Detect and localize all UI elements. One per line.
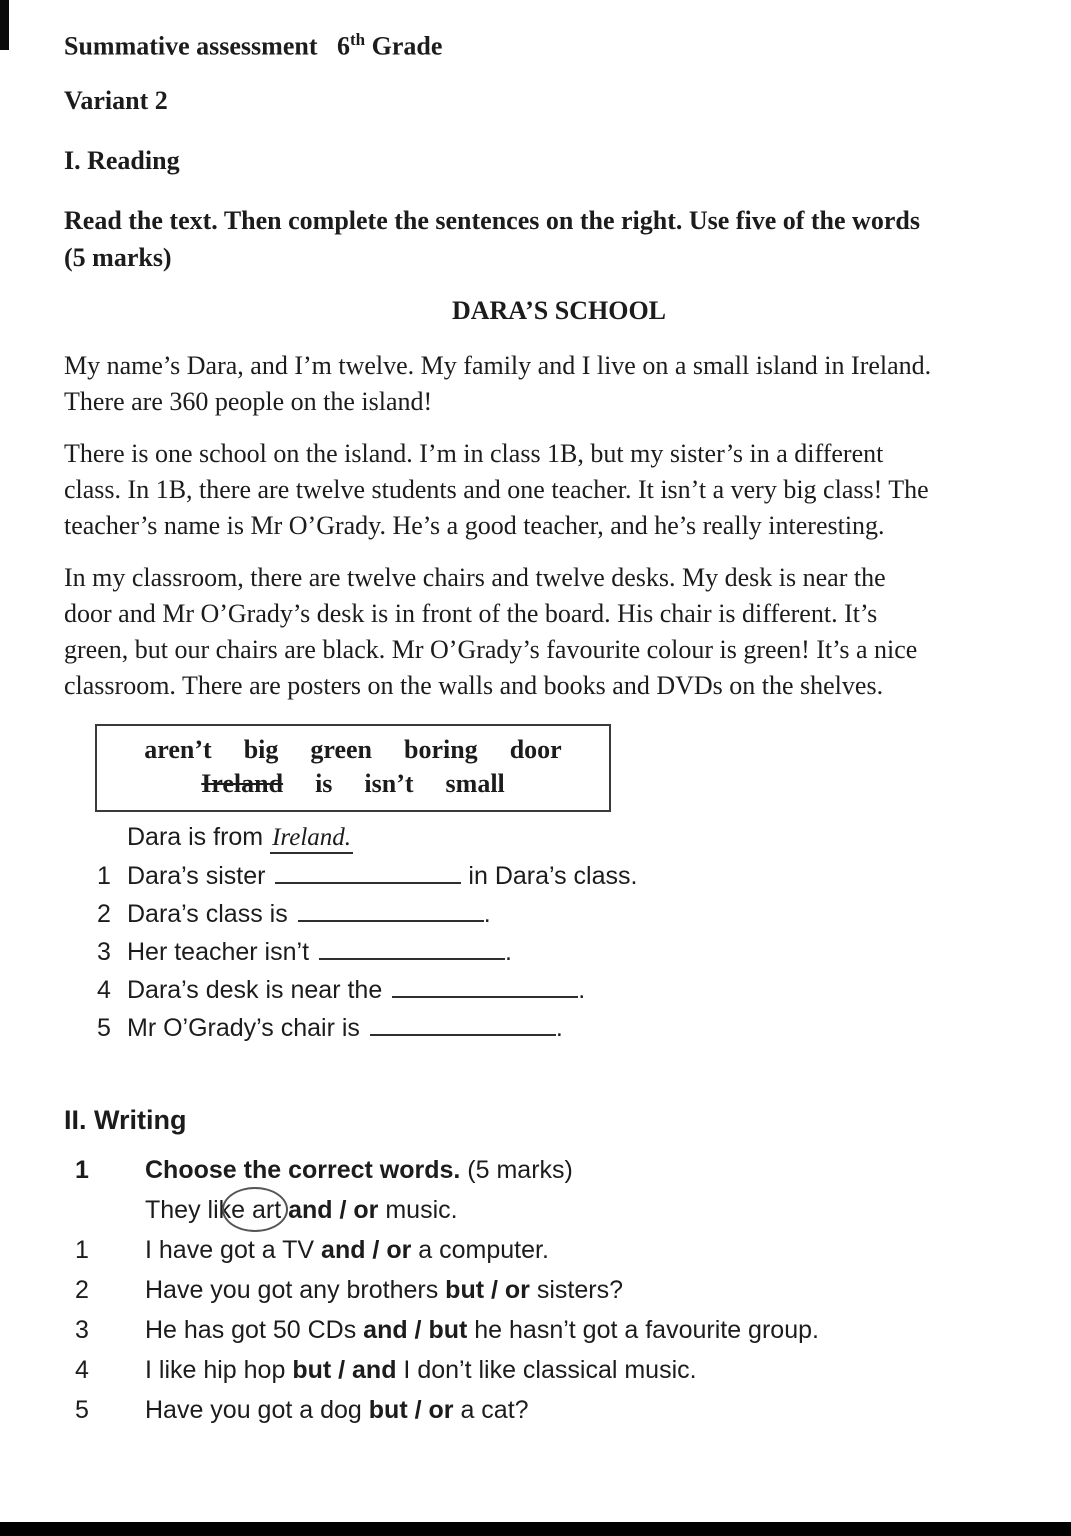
writing-item bbox=[64, 1270, 1071, 1310]
sentence-end: . bbox=[578, 975, 586, 1004]
text-segment: I have got a TV bbox=[145, 1235, 315, 1264]
grade-superscript: th bbox=[350, 30, 366, 49]
text-segment: Have you got a dog bbox=[145, 1395, 362, 1424]
item-sentence bbox=[145, 1310, 819, 1350]
item-sentence bbox=[127, 857, 637, 895]
item-sentence bbox=[145, 1350, 697, 1390]
word-bank-word: big bbox=[243, 734, 279, 764]
item-sentence bbox=[127, 933, 512, 971]
word-bank-word: isn’t bbox=[364, 768, 414, 798]
document-title bbox=[64, 30, 1071, 62]
text-segment: a computer. bbox=[418, 1235, 549, 1264]
writing-example bbox=[64, 1190, 1071, 1230]
text-segment: (5 marks) bbox=[460, 1155, 573, 1184]
word-bank-word: green bbox=[310, 734, 372, 764]
item-sentence bbox=[145, 1390, 529, 1430]
text-segment: I like hip hop bbox=[145, 1355, 286, 1384]
text-line: There is one school on the island. I’m in class 1B, but my sister’s in a different bbox=[64, 438, 884, 468]
example-sentence-start: Dara is from bbox=[127, 822, 271, 851]
sentence-start: Dara’s class is bbox=[127, 899, 288, 928]
writing-example-text bbox=[145, 1190, 458, 1230]
sentence-start: Dara’s desk is near the bbox=[127, 975, 383, 1004]
word-bank-word: Ireland bbox=[201, 768, 284, 798]
task-number: 1 bbox=[75, 1155, 89, 1184]
text-segment: I don’t like classical music. bbox=[403, 1355, 697, 1384]
reading-item bbox=[64, 895, 1071, 933]
word-bank-box bbox=[95, 724, 611, 812]
item-number: 1 bbox=[97, 861, 111, 890]
word-bank-word: small bbox=[445, 768, 505, 798]
text-line: green, but our chairs are black. Mr O’Grady’s favourite colour is green! It’s a nice bbox=[64, 634, 918, 664]
sentence-start: Her teacher isn’t bbox=[127, 937, 310, 966]
reading-item bbox=[64, 1009, 1071, 1047]
answer-blank bbox=[319, 954, 505, 960]
example-answer: Ireland. bbox=[270, 824, 353, 854]
sentence-end: . bbox=[505, 937, 512, 966]
item-number: 2 bbox=[97, 899, 111, 928]
choice-words: Choose the correct words. bbox=[145, 1155, 461, 1184]
sentence-end: . bbox=[483, 899, 491, 928]
choice-words: and / but bbox=[356, 1315, 475, 1344]
sentence-end: in Dara’s class. bbox=[461, 861, 638, 890]
sentence-start: Mr O’Grady’s chair is bbox=[127, 1013, 360, 1042]
reading-instructions bbox=[64, 202, 1071, 276]
title-text: Summative assessment 6 bbox=[64, 31, 350, 61]
sentence-start: Dara’s sister bbox=[127, 861, 266, 890]
answer-blank bbox=[275, 878, 461, 884]
title-suffix: Grade bbox=[365, 31, 443, 61]
instruction-line: (5 marks) bbox=[64, 242, 172, 272]
text-segment: Have you got any brothers bbox=[145, 1275, 439, 1304]
answer-blank bbox=[370, 1030, 556, 1036]
text-segment: sisters? bbox=[536, 1275, 623, 1304]
reading-item bbox=[64, 933, 1071, 971]
reading-item bbox=[64, 971, 1071, 1009]
reading-text-title: DARA’S SCHOOL bbox=[451, 295, 667, 325]
writing-item bbox=[64, 1230, 1071, 1270]
answer-blank bbox=[298, 916, 484, 922]
text-line: My name’s Dara, and I’m twelve. My family and I live on a small island in Ireland. bbox=[64, 350, 932, 380]
reading-paragraph bbox=[64, 348, 1071, 420]
reading-items bbox=[64, 857, 1071, 1047]
writing-item bbox=[64, 1310, 1071, 1350]
circled-answer-word: art bbox=[252, 1190, 281, 1230]
task-text bbox=[145, 1150, 573, 1190]
reading-item bbox=[64, 857, 1071, 895]
reading-example bbox=[127, 820, 1071, 855]
instruction-line: Read the text. Then complete the sentences on the right. Use five of the words bbox=[64, 205, 920, 235]
word-bank-word: boring bbox=[404, 734, 478, 764]
item-sentence bbox=[145, 1230, 549, 1270]
example-number-spacer bbox=[64, 1190, 145, 1230]
item-number: 5 bbox=[97, 1013, 111, 1042]
writing-item bbox=[64, 1350, 1071, 1390]
text-line: In my classroom, there are twelve chairs and twelve desks. My desk is near the bbox=[64, 562, 886, 592]
word-bank-word: door bbox=[509, 734, 562, 764]
reading-paragraph bbox=[64, 560, 1071, 704]
choice-words: and / or bbox=[314, 1235, 419, 1264]
item-number: 4 bbox=[75, 1355, 89, 1384]
section-writing-heading: II. Writing bbox=[64, 1104, 187, 1135]
writing-item bbox=[64, 1390, 1071, 1430]
word-bank-word: is bbox=[315, 768, 333, 798]
word-bank-word: aren’t bbox=[144, 734, 212, 764]
choice-words: but / and bbox=[285, 1355, 404, 1384]
item-number: 5 bbox=[75, 1395, 89, 1424]
item-number: 2 bbox=[75, 1275, 89, 1304]
choice-words: but / or bbox=[361, 1395, 461, 1424]
item-sentence bbox=[145, 1270, 623, 1310]
text-segment: a cat? bbox=[460, 1395, 529, 1424]
sentence-end: . bbox=[555, 1013, 563, 1042]
choice-words: but / or bbox=[438, 1275, 537, 1304]
text-segment: They like bbox=[145, 1195, 252, 1224]
word-bank-line-2 bbox=[97, 767, 609, 801]
text-segment: he hasn’t got a favourite group. bbox=[474, 1315, 819, 1344]
item-sentence bbox=[127, 895, 491, 933]
reading-text bbox=[64, 348, 1071, 704]
choice-words: and / or bbox=[281, 1195, 386, 1224]
text-line: door and Mr O’Grady’s desk is in front of the board. His chair is different. It’s bbox=[64, 598, 878, 628]
writing-task bbox=[64, 1150, 1071, 1190]
item-sentence bbox=[127, 1009, 563, 1047]
text-segment: He has got 50 CDs bbox=[145, 1315, 357, 1344]
item-number: 4 bbox=[97, 975, 111, 1004]
answer-blank bbox=[392, 992, 578, 998]
item-number: 1 bbox=[75, 1235, 89, 1264]
writing-items bbox=[64, 1230, 1071, 1430]
section-reading-heading: I. Reading bbox=[64, 145, 180, 175]
word-bank-line-1 bbox=[97, 733, 609, 767]
text-line: class. In 1B, there are twelve students and one teacher. It isn’t a very big class! The bbox=[64, 474, 929, 504]
variant-label: Variant 2 bbox=[64, 85, 168, 115]
text-line: There are 360 people on the island! bbox=[64, 386, 433, 416]
scan-corner-artifact bbox=[0, 0, 9, 50]
item-sentence bbox=[127, 971, 585, 1009]
text-segment: music. bbox=[385, 1195, 458, 1224]
item-number: 3 bbox=[75, 1315, 89, 1344]
text-line: teacher’s name is Mr O’Grady. He’s a good teacher, and he’s really interesting. bbox=[64, 510, 885, 540]
text-line: classroom. There are posters on the walls and books and DVDs on the shelves. bbox=[64, 670, 884, 700]
scan-bottom-bar bbox=[0, 1522, 1071, 1536]
item-number: 3 bbox=[97, 937, 111, 966]
reading-paragraph bbox=[64, 436, 1071, 544]
